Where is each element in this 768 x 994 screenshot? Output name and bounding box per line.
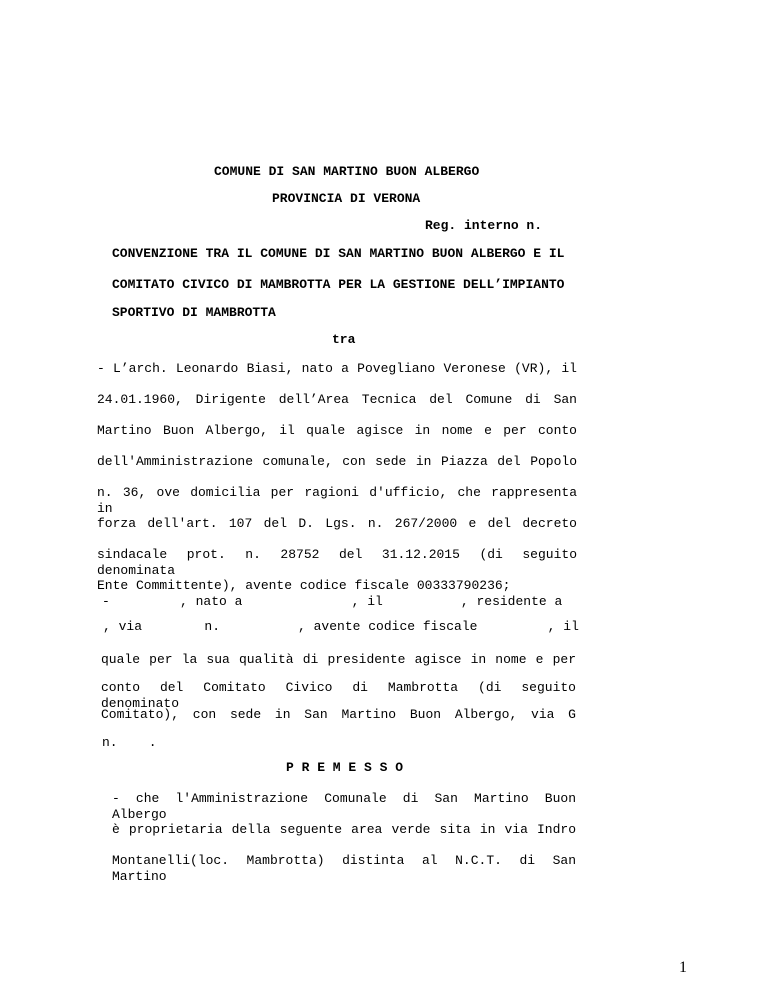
between-label: tra: [332, 332, 356, 347]
premise-line-2: è proprietaria della seguente area verde sita in via Indro: [112, 822, 576, 837]
header-province: PROVINCIA DI VERONA: [272, 191, 421, 206]
title-line-3: SPORTIVO DI MAMBROTTA: [112, 305, 276, 320]
title-line-1: CONVENZIONE TRA IL COMUNE DI SAN MARTINO BUON ALBERGO E IL: [112, 246, 565, 261]
party1-line-8: Ente Committente), avente codice fiscale 00333790236;: [97, 578, 511, 593]
party1-line-6: forza dell'art. 107 del D. Lgs. n. 267/2000 e del decreto: [97, 516, 577, 531]
premise-heading: P R E M E S S O: [286, 760, 404, 775]
title-line-2: COMITATO CIVICO DI MAMBROTTA PER LA GESTIONE DELL’IMPIANTO: [112, 277, 565, 292]
party2-line-1: - , nato a , il , residente a: [102, 594, 563, 609]
premise-line-1: - che l'Amministrazione Comunale di San Martino Buon Albergo: [112, 791, 576, 822]
party1-line-2: 24.01.1960, Dirigente dell’Area Tecnica del Comune di San: [97, 392, 577, 407]
party2-line-4: conto del Comitato Civico di Mambrotta (di seguito denominato: [101, 680, 576, 711]
header-register: Reg. interno n.: [425, 218, 543, 233]
party1-line-3: Martino Buon Albergo, il quale agisce in nome e per conto: [97, 423, 577, 438]
party2-line-3: quale per la sua qualità di presidente agisce in nome e per: [101, 652, 576, 667]
party2-line-2: , via n. , avente codice fiscale , il: [103, 619, 579, 634]
party2-line-6: n. .: [102, 735, 157, 750]
party1-line-4: dell'Amministrazione comunale, con sede in Piazza del Popolo: [97, 454, 577, 469]
party1-line-1: - L’arch. Leonardo Biasi, nato a Povegliano Veronese (VR), il: [97, 361, 577, 376]
header-municipality: COMUNE DI SAN MARTINO BUON ALBERGO: [214, 164, 480, 179]
premise-line-3: Montanelli(loc. Mambrotta) distinta al N.C.T. di San Martino: [112, 853, 576, 884]
page-number: 1: [679, 959, 687, 976]
party2-line-5: Comitato), con sede in San Martino Buon Albergo, via G: [101, 707, 576, 722]
party1-line-7: sindacale prot. n. 28752 del 31.12.2015 (di seguito denominata: [97, 547, 577, 578]
party1-line-5: n. 36, ove domicilia per ragioni d'ufficio, che rappresenta in: [97, 485, 577, 516]
